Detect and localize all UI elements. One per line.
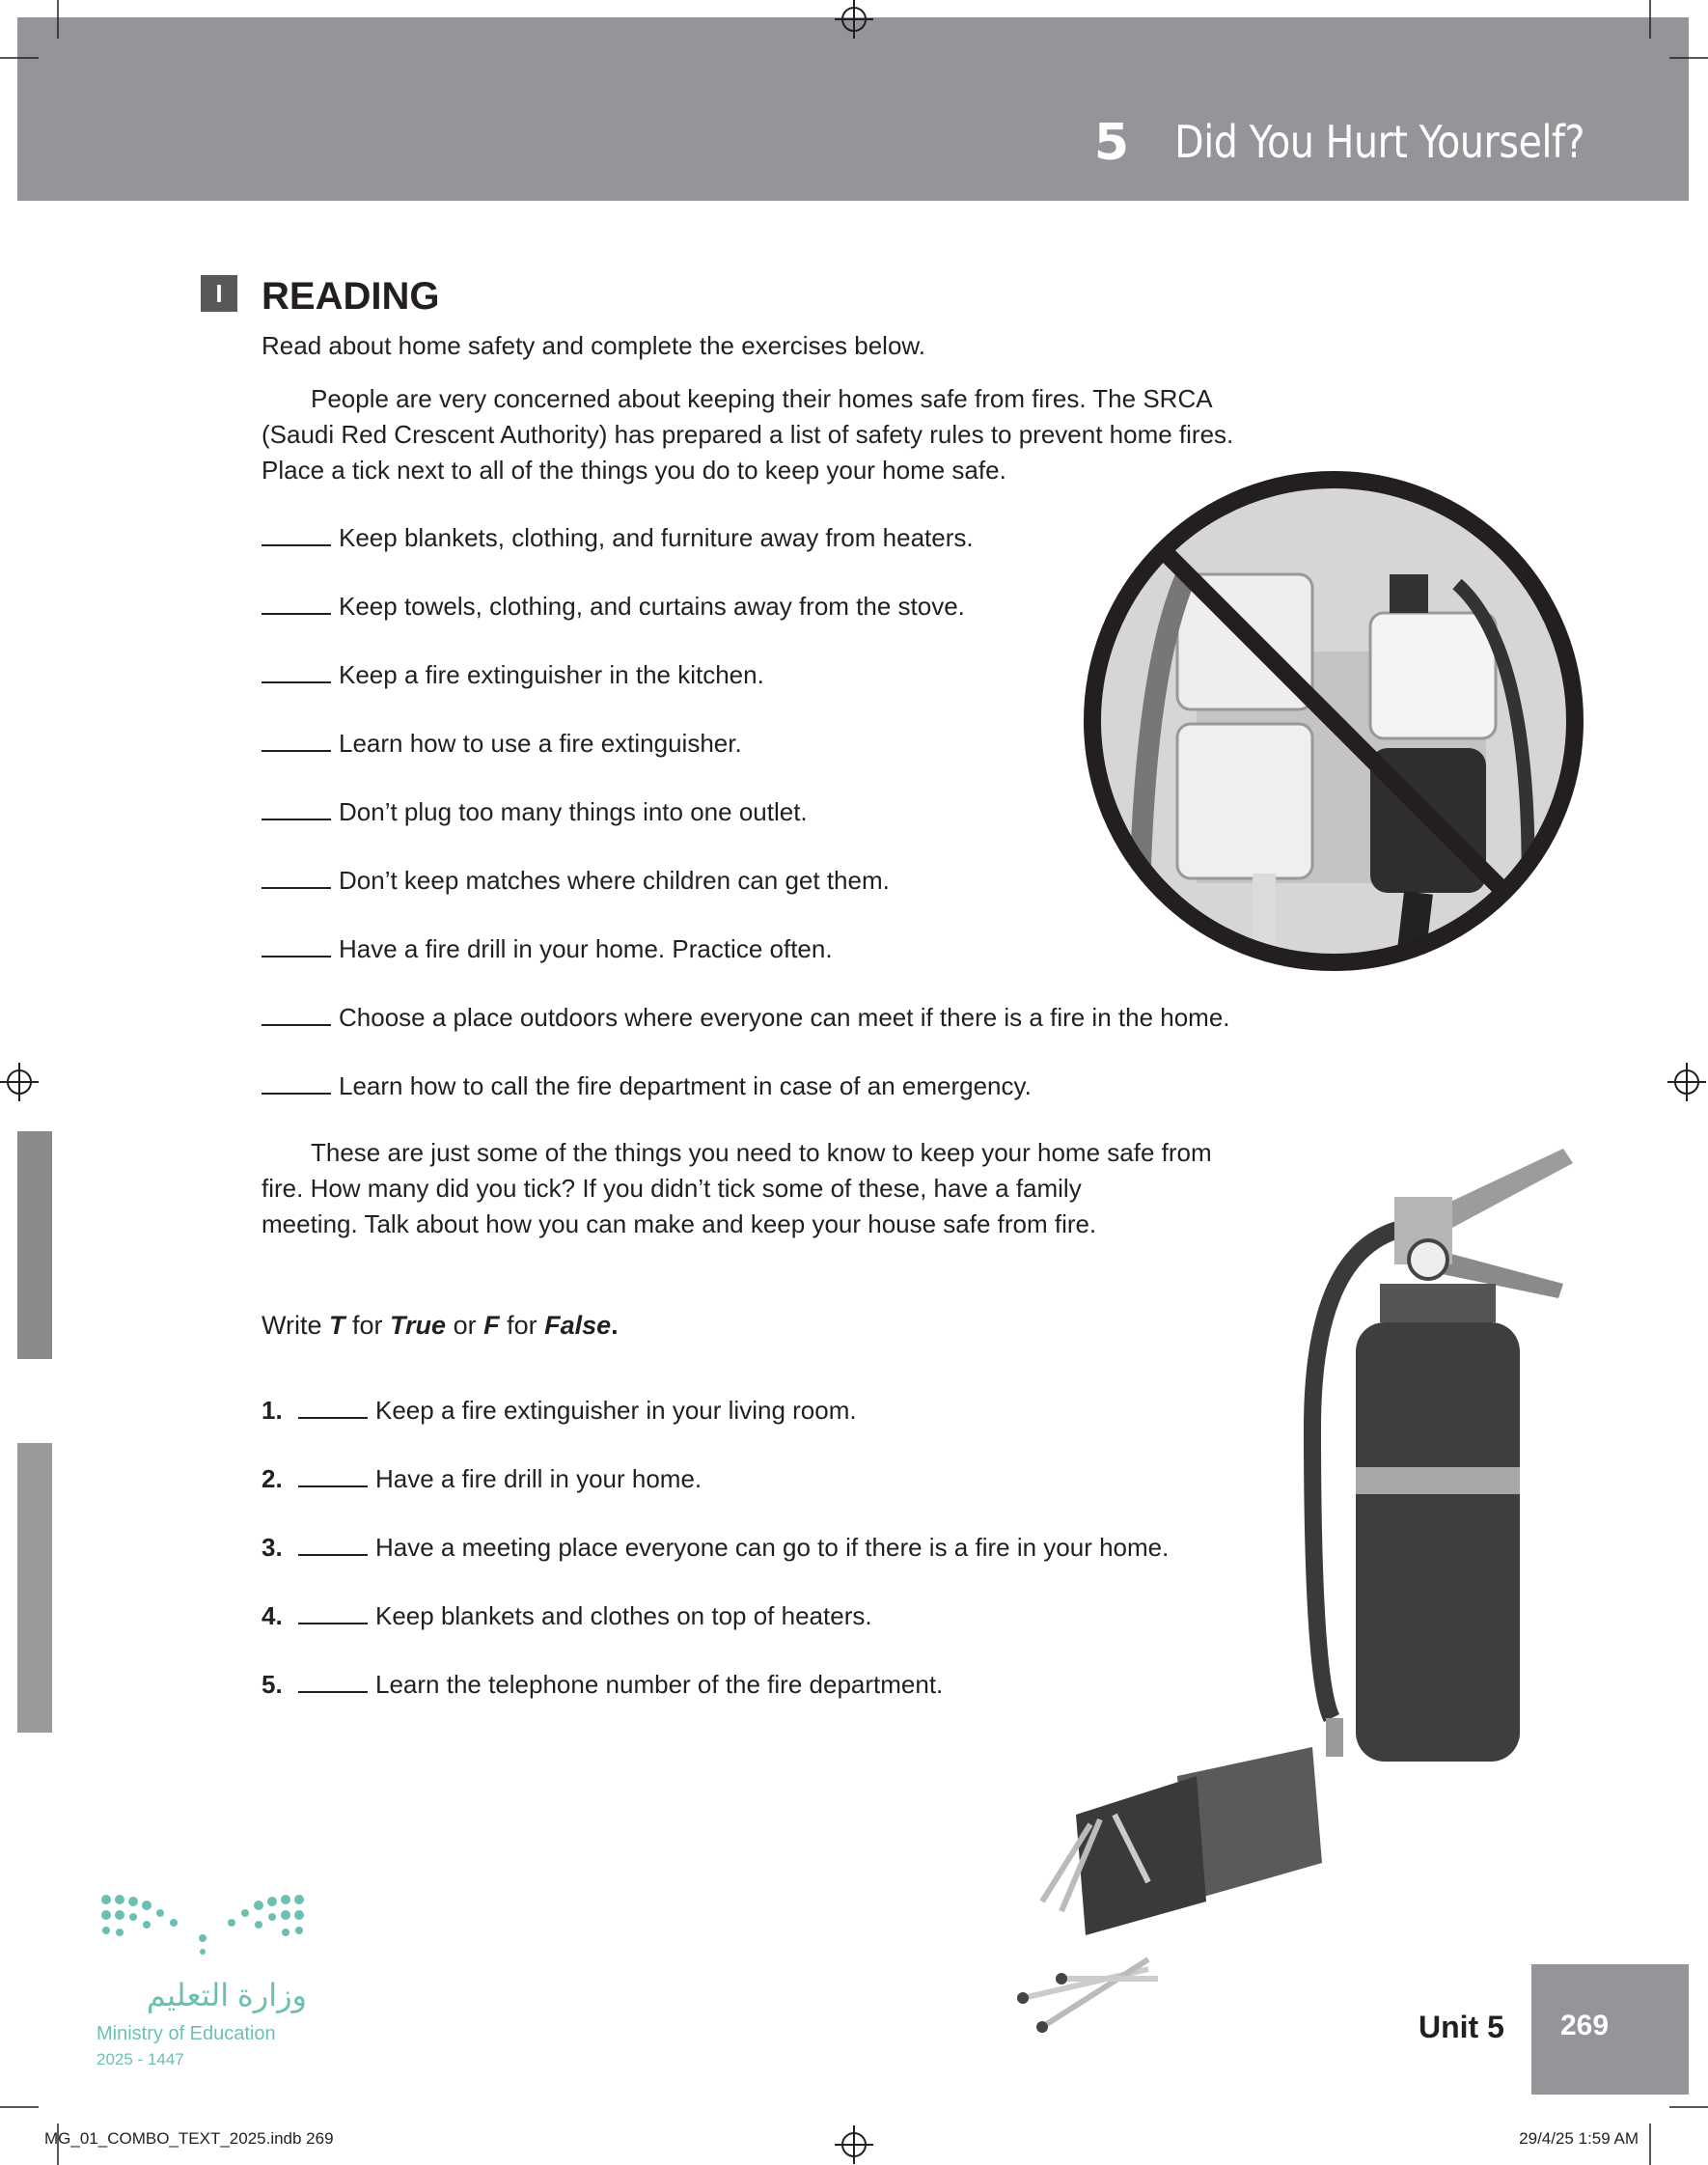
checklist-item: Learn how to call the fire department in case of an emergency. [262,1071,1032,1101]
ministry-year: 2025 - 1447 [96,2050,184,2068]
print-slug-right: 29/4/25 1:59 AM [1519,2129,1639,2148]
answer-blank[interactable] [262,681,331,683]
ministry-name-arabic: وزارة التعليم [146,1978,307,2012]
answer-blank[interactable] [262,1093,331,1095]
checklist-item: Don’t plug too many things into one outlet. [262,797,808,827]
registration-mark-top [835,0,873,39]
answer-blank[interactable] [298,1485,368,1487]
checklist-item: Choose a place outdoors where everyone can meet if there is a fire in the home. [262,1003,1230,1033]
edge-photo-fragment [17,1131,52,1359]
closing-line: These are just some of the things you need to know to keep your home safe from [311,1138,1212,1167]
matches-image [1004,1737,1322,2037]
closing-paragraph [262,1135,1284,1242]
checklist-item: Keep towels, clothing, and curtains away from the stove. [262,592,965,622]
answer-blank[interactable] [262,956,331,958]
checklist-item: Keep a fire extinguisher in the kitchen. [262,660,764,690]
answer-blank[interactable] [298,1691,368,1693]
answer-blank[interactable] [298,1623,368,1624]
answer-blank[interactable] [262,750,331,752]
unit-number: 5 [1093,114,1129,172]
answer-blank[interactable] [262,544,331,546]
ministry-logo-dots [96,1890,309,1967]
answer-blank[interactable] [262,613,331,615]
tf-item: 3. Have a meeting place everyone can go to if there is a fire in your home. [262,1533,1170,1562]
registration-mark-left [0,1063,39,1101]
print-slug-left: MG_01_COMBO_TEXT_2025.indb 269 [44,2129,334,2148]
tf-item: 2. Have a fire drill in your home. [262,1464,702,1493]
answer-blank[interactable] [298,1554,368,1556]
closing-line: fire. How many did you tick? If you didn’t tick some of these, have a family [262,1174,1082,1203]
intro-line: Place a tick next to all of the things you do to keep your home safe. [262,456,1006,485]
registration-mark-bottom [835,2125,873,2164]
edge-photo-fragment [17,1443,52,1733]
tf-item: 5. Learn the telephone number of the fire department. [262,1670,944,1699]
footer-unit-label: Unit 5 [1419,2010,1504,2044]
unit-title: Did You Hurt Yourself? [1174,116,1584,168]
tf-item: 1. Keep a fire extinguisher in your living room. [262,1396,857,1425]
exercise-instruction: Write T for True or F for False. [262,1311,619,1340]
checklist-item: Don’t keep matches where children can get them. [262,866,890,896]
intro-line: People are very concerned about keeping their homes safe from fires. The SRCA [311,384,1213,413]
section-marker: I [201,275,237,312]
answer-blank[interactable] [262,819,331,820]
closing-line: meeting. Talk about how you can make and keep your house safe from fire. [262,1209,1097,1238]
checklist-item: Learn how to use a fire extinguisher. [262,729,742,759]
intro-line: (Saudi Red Crescent Authority) has prepared a list of safety rules to prevent home fires. [262,420,1234,449]
overloaded-outlet-image [1081,468,1587,975]
section-title: READING [262,275,440,318]
section-instruction: Read about home safety and complete the exercises below. [262,331,925,360]
checklist-item: Have a fire drill in your home. Practice often. [262,934,833,964]
fire-extinguisher-image [1274,1139,1592,1766]
answer-blank[interactable] [262,1024,331,1026]
checklist-item: Keep blankets, clothing, and furniture away from heaters. [262,523,974,553]
page-number: 269 [1559,2010,1610,2041]
ministry-name-english: Ministry of Education [96,2023,276,2044]
answer-blank[interactable] [262,887,331,889]
answer-blank[interactable] [298,1417,368,1419]
tf-item: 4. Keep blankets and clothes on top of heaters. [262,1601,872,1630]
registration-mark-right [1667,1063,1706,1101]
